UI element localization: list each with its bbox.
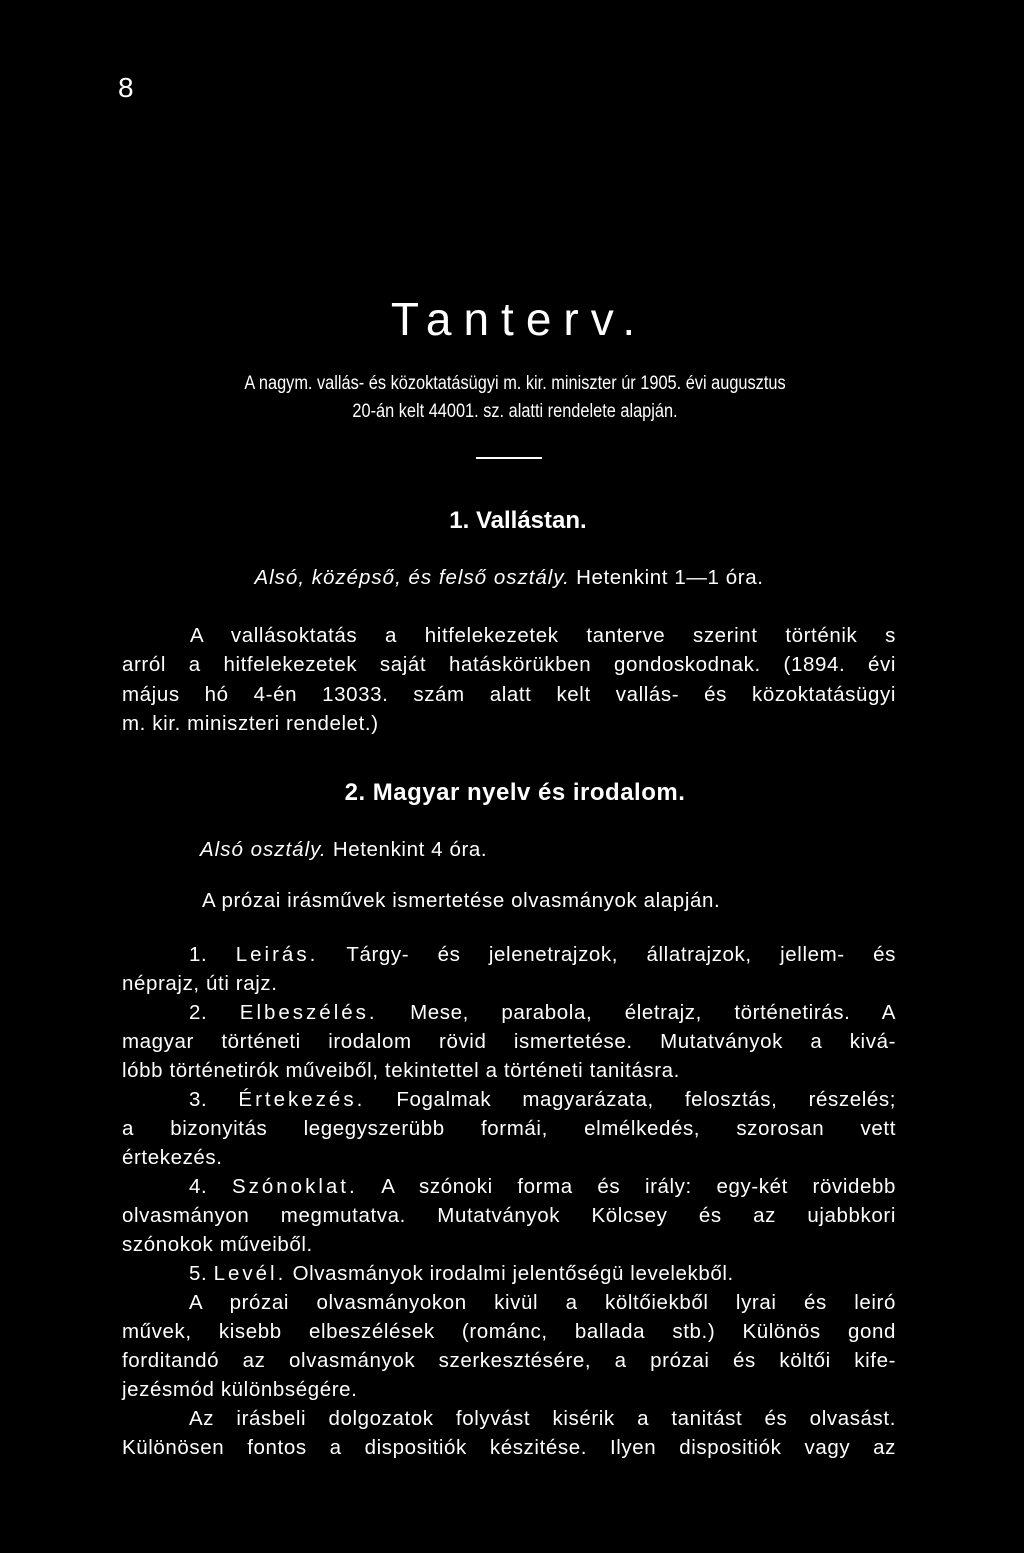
item-text: Fogalmak magyarázata, felosztás, részelés; bbox=[396, 1088, 897, 1111]
list-item-continuation: olvasmányon megmutatva. Mutatványok Kölcsey és az ujabbkori bbox=[122, 1204, 896, 1227]
item-number: 5. bbox=[189, 1262, 208, 1285]
list-item-continuation: szónokok műveiből. bbox=[122, 1233, 313, 1256]
item-number: 2. bbox=[189, 1001, 208, 1024]
class-label: Alsó osztály. bbox=[200, 838, 327, 861]
paragraph-line: arról a hitfelekezetek saját hatáskörükben gondoskodnak. (1894. évi bbox=[122, 653, 896, 676]
item-text: Olvasmányok irodalmi jelentőségü levelekből. bbox=[292, 1262, 734, 1285]
item-text: Mese, parabola, életrajz, történetirás. A bbox=[410, 1001, 897, 1024]
paragraph-line: május hó 4-én 13033. szám alatt kelt vallás- és közoktatásügyi bbox=[122, 683, 896, 706]
list-item bbox=[189, 998, 896, 1028]
class-line bbox=[122, 563, 896, 593]
list-item bbox=[189, 940, 896, 970]
paragraph-line: A prózai olvasmányokon kivül a költőiekből lyrai és leiró bbox=[189, 1291, 896, 1314]
section-heading-vallastan: 1. Vallástan. bbox=[449, 507, 587, 534]
intro-line: 20-án kelt 44001. sz. alatti rendelete alapján. bbox=[352, 401, 678, 422]
item-text: Tárgy- és jelenetrajzok, állatrajzok, jellem- és bbox=[346, 943, 896, 966]
section-heading-magyar: 2. Magyar nyelv és irodalom. bbox=[344, 779, 686, 806]
list-item-continuation: lóbb történetirók műveiből, tekintettel a történeti tanitásra. bbox=[122, 1059, 680, 1082]
page-number: 8 bbox=[118, 72, 135, 103]
class-line bbox=[200, 835, 800, 865]
paragraph-line: Az irásbeli dolgozatok folyvást kisérik a tanitást és olvasást. bbox=[189, 1407, 896, 1430]
list-item bbox=[189, 1085, 896, 1115]
list-item-continuation: néprajz, úti rajz. bbox=[122, 972, 278, 995]
item-term: Értekezés. bbox=[238, 1088, 366, 1111]
list-item-continuation: értekezés. bbox=[122, 1146, 223, 1169]
list-item bbox=[189, 1172, 896, 1202]
class-hours: Hetenkint 4 óra. bbox=[332, 838, 488, 861]
item-number: 4. bbox=[189, 1175, 208, 1198]
page-title: Tanterv. bbox=[390, 293, 648, 345]
item-term: Szónoklat. bbox=[231, 1175, 358, 1198]
class-label: Alsó, középső, és felső osztály. bbox=[254, 566, 570, 589]
intro-line: A nagym. vallás- és közoktatásügyi m. kir. miniszter úr 1905. évi augusztus bbox=[244, 373, 786, 394]
item-number: 1. bbox=[189, 943, 208, 966]
item-term: Levél. bbox=[213, 1262, 287, 1285]
item-term: Leirás. bbox=[235, 943, 319, 966]
paragraph-line: m. kir. miniszteri rendelet.) bbox=[122, 712, 379, 735]
item-text: A szónoki forma és irály: egy-két rövidebb bbox=[381, 1175, 896, 1198]
paragraph-line: Különösen fontos a dispositiók készitése. Ilyen dispositiók vagy az bbox=[122, 1436, 896, 1459]
paragraph-line: forditandó az olvasmányok szerkesztésére, a prózai és költői kife- bbox=[122, 1349, 896, 1372]
list-item bbox=[189, 1259, 896, 1289]
list-item-continuation: a bizonyitás legegyszerübb formái, elmélkedés, szorosan vett bbox=[122, 1117, 896, 1140]
class-hours: Hetenkint 1—1 óra. bbox=[576, 566, 764, 589]
list-item-continuation: magyar történeti irodalom rövid ismertetése. Mutatványok a kivá- bbox=[122, 1030, 896, 1053]
paragraph-line: művek, kisebb elbeszélések (románc, ballada stb.) Különös gond bbox=[122, 1320, 896, 1343]
item-term: Elbeszélés. bbox=[239, 1001, 378, 1024]
divider bbox=[476, 457, 542, 459]
paragraph-line: jezésmód különbségére. bbox=[122, 1378, 358, 1401]
subtitle-line: A prózai irásművek ismertetése olvasmányok alapján. bbox=[202, 889, 721, 912]
paragraph-line: A vallásoktatás a hitfelekezetek tanterve szerint történik s bbox=[190, 624, 896, 647]
item-number: 3. bbox=[189, 1088, 208, 1111]
